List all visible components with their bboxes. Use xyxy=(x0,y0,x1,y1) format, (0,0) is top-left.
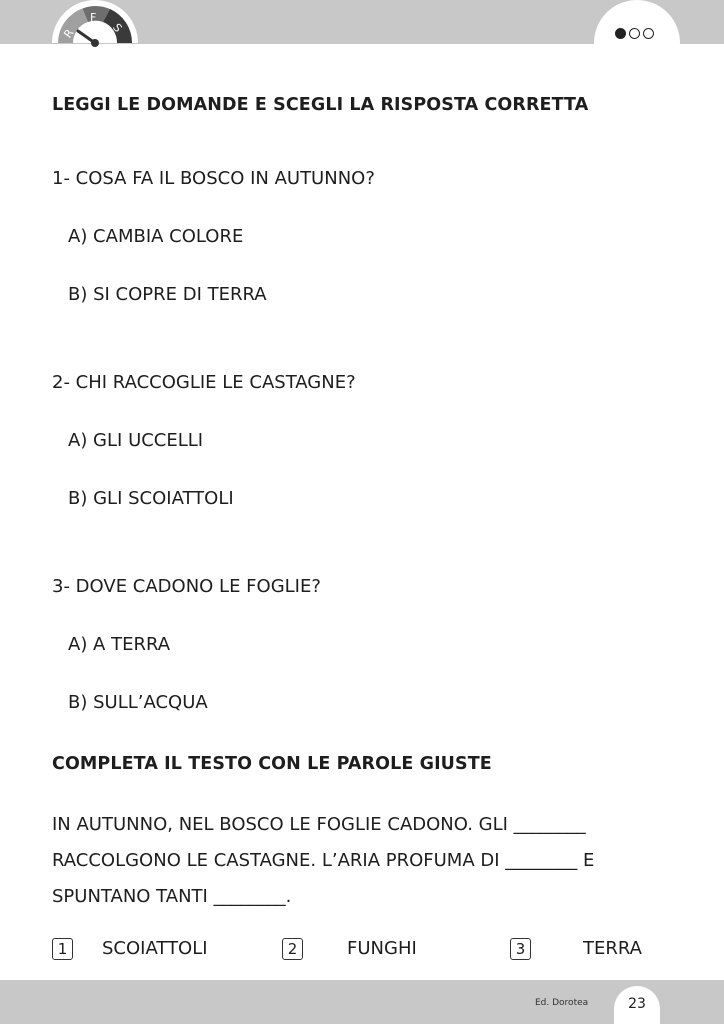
word-bank-item: SCOIATTOLI xyxy=(102,938,208,959)
question-2-option-b[interactable]: B) GLI SCOIATTOLI xyxy=(68,488,234,509)
section-title-questions: LEGGI LE DOMANDE E SCEGLI LA RISPOSTA CORRETTA xyxy=(52,95,589,115)
word-bank-number-box: 1 xyxy=(52,938,73,960)
progress-dot-empty xyxy=(643,28,654,39)
word-bank-item: FUNGHI xyxy=(347,938,417,959)
question-1-option-b[interactable]: B) SI COPRE DI TERRA xyxy=(68,284,267,305)
question-1-option-a[interactable]: A) CAMBIA COLORE xyxy=(68,226,244,247)
word-bank xyxy=(0,936,724,962)
question-1: 1- COSA FA IL BOSCO IN AUTUNNO? xyxy=(52,168,375,189)
question-2-option-a[interactable]: A) GLI UCCELLI xyxy=(68,430,204,451)
question-2: 2- CHI RACCOGLIE LE CASTAGNE? xyxy=(52,372,356,393)
page-number: 23 xyxy=(628,996,646,1012)
progress-dot-empty xyxy=(629,28,640,39)
word-bank-item: TERRA xyxy=(583,938,642,959)
gauge-letter-r: R xyxy=(61,26,77,41)
word-bank-number-box: 2 xyxy=(282,938,303,960)
question-3: 3- DOVE CADONO LE FOGLIE? xyxy=(52,576,321,597)
speed-gauge-icon xyxy=(52,0,138,48)
publisher-label: Ed. Dorotea xyxy=(535,998,589,1008)
fill-in-line-1: IN AUTUNNO, NEL BOSCO LE FOGLIE CADONO. GLI ________ xyxy=(52,814,586,835)
fill-in-line-2: RACCOLGONO LE CASTAGNE. L’ARIA PROFUMA DI ________ E xyxy=(52,850,595,871)
section-title-fill-in: COMPLETA IL TESTO CON LE PAROLE GIUSTE xyxy=(52,754,492,774)
gauge-letter-s: S xyxy=(110,21,125,35)
progress-dot-filled xyxy=(615,28,626,39)
word-bank-number-box: 3 xyxy=(510,938,531,960)
question-3-option-a[interactable]: A) A TERRA xyxy=(68,634,171,655)
question-3-option-b[interactable]: B) SULL’ACQUA xyxy=(68,692,208,713)
fill-in-line-3: SPUNTANO TANTI ________. xyxy=(52,886,292,907)
gauge-letter-f: F xyxy=(90,11,97,24)
progress-dots xyxy=(615,28,654,39)
